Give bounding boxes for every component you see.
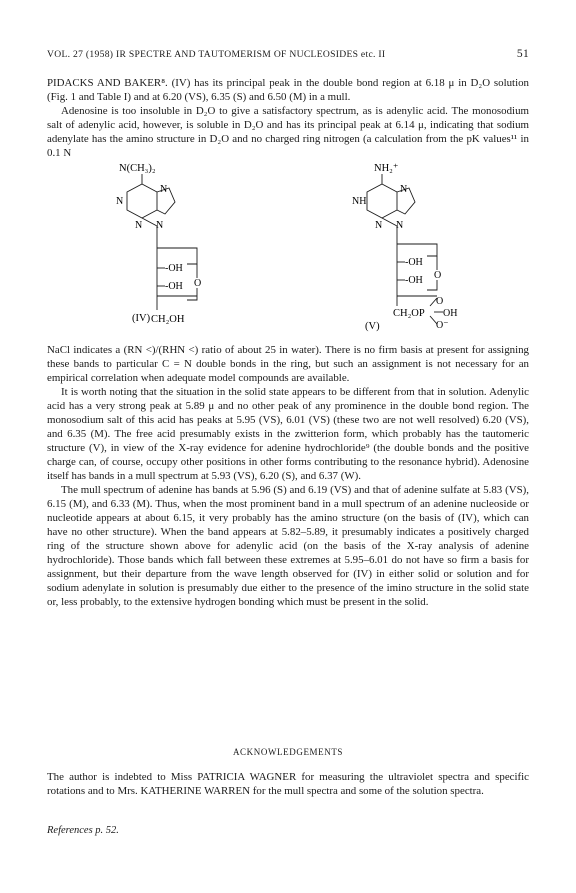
v-phosphate-oxygen: O	[436, 296, 444, 307]
v-ring-oxygen: O	[434, 270, 442, 281]
paragraph-2: Adenosine is too insoluble in D₂O to give a satisfactory spectrum, as is adenylic acid. The monosodium salt of adenylic acid, however, is soluble in D₂O and has its principal peak at 6.14 μ, indicating that sodium adenylate has the amino structure in D₂O and no charged ring nitrogen (a calculation from the pK values¹¹ in 0.1 N	[47, 105, 529, 159]
paragraph-4: It is worth noting that the situation in the solid state appears to be different from that in solution. Adenylic acid has a very strong peak at 5.89 μ and no other peak of any prominence in the double bond region. The monosodium salt of this acid has peaks at 5.95 (VS), 6.01 (VS) (these two are not well resolved) 6.20 (VS), and 6.35 (M). The free acid presumably exists in the zwitterion form, which probably has the tautomeric structure (V), in view of the X-ray evidence for adenine hydrochloride⁹ (the double bonds and the positive charge can, of course, occupy other positions in other forms contributing to the resonance hybrid). Adenosine itself has bands in a mull spectrum at 5.93 (VS), 6.20 (S), and 6.37 (W).	[47, 386, 529, 482]
v-top-group: NH₂⁺	[374, 163, 399, 174]
journal-line: VOL. 27 (1958) IR SPECTRE AND TAUTOMERISM OF NUCLEOSIDES etc. II	[47, 49, 386, 60]
iv-ch2oh: CH₂OH	[151, 314, 185, 325]
v-phosphate-oh: OH	[443, 308, 458, 319]
structure-drawing	[47, 156, 529, 338]
body-text-top	[47, 76, 529, 160]
v-structure-label: (V)	[365, 321, 380, 332]
page-number: 51	[516, 48, 529, 60]
v-oh-1: -OH	[405, 257, 423, 268]
acknowledgements-heading: ACKNOWLEDGEMENTS	[232, 747, 344, 757]
references-note: References p. 52.	[47, 825, 119, 836]
iv-oh-1: -OH	[165, 263, 183, 274]
iv-ring-n4: N	[156, 220, 164, 231]
structure-figure	[47, 156, 529, 338]
acknowledgements-text-block	[47, 770, 529, 798]
iv-oh-2: -OH	[165, 281, 183, 292]
paragraph-1: PIDACKS AND BAKER⁸. (IV) has its principal peak in the double bond region at 6.18 μ in D₂O solution (Fig. 1 and Table I) and at 6.20 (VS), 6.35 (S) and 6.50 (M) in a mull.	[47, 77, 529, 103]
iv-structure-label: (IV)	[132, 313, 151, 324]
iv-ring-oxygen: O	[194, 278, 202, 289]
v-ring-nh: NH	[352, 196, 367, 207]
iv-ring-n2: N	[160, 184, 168, 195]
acknowledgements-text: The author is indebted to Miss PATRICIA WAGNER for measuring the ultraviolet spectra and specific rotations and to Mrs. KATHERINE WARREN for the mull spectra and some of the solution spectra.	[47, 771, 529, 797]
v-phosphate: CH₂OP	[393, 308, 425, 319]
v-oh-2: -OH	[405, 275, 423, 286]
v-ring-n4: N	[396, 220, 404, 231]
body-text-main	[47, 343, 529, 609]
v-phosphate-o-minus: O⁻	[436, 320, 449, 331]
paragraph-3: NaCl indicates a (RN <)/(RHN <) ratio of about 25 in water). There is no firm basis at present for assigning these bands to particular C = N double bonds in the ring, but such an assignment is not necessary for an empirical correlation when adequate model compounds are available.	[47, 344, 529, 384]
paragraph-5: The mull spectrum of adenine has bands at 5.96 (S) and 6.19 (VS) and that of adenine sulfate at 5.83 (VS), 6.15 (M), and 6.33 (M). Thus, when the most prominent band in a mull spectrum of an adenine nucleoside or nucleotide appears at about 6.15, it very probably has the amino structure (on the basis of (IV), which can have no other structure). When the band appears at 5.82–5.89, it presumably indicates a positively charged ring of the structure shown above for adenylic acid (on the basis of the X-ray analysis of adenine hydrochloride). Those bands which fall between these extremes at 5.95–6.01 do not have so firm a basis for assignment, but their departure from the wave length observed for (IV) in either solid or solution and for sodium adenylate in solution is presumably due either to the presence of the imino structure in the solid state or, less probably, to the extensive hydrogen bonding which must be present in the solid.	[47, 484, 529, 608]
iv-top-group: N(CH₃)₂	[119, 163, 156, 174]
iv-ring-n3: N	[135, 220, 143, 231]
v-ring-n2: N	[400, 184, 408, 195]
iv-ring-n1: N	[116, 196, 124, 207]
v-ring-n3: N	[375, 220, 383, 231]
running-header	[47, 49, 529, 60]
